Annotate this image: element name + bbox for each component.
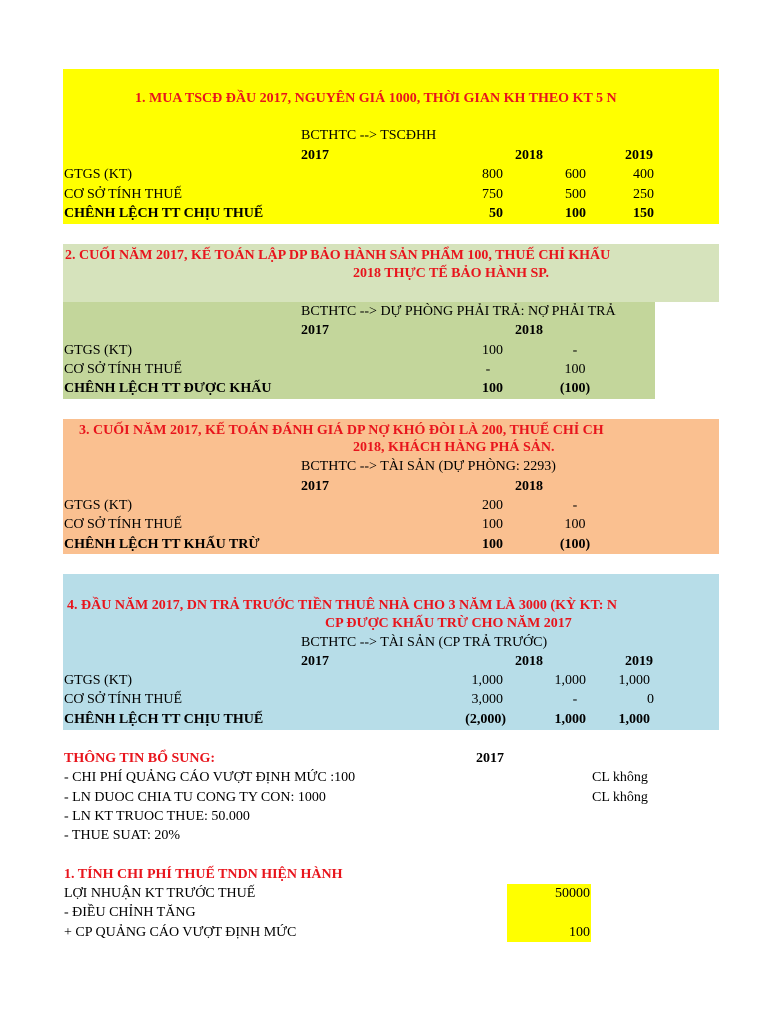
row-label: GTGS (KT) [64, 167, 133, 182]
row-label: CHÊNH LỆCH TT CHỊU THUẾ [64, 206, 264, 221]
row-label: CHÊNH LỆCH TT KHẤU TRỪ [64, 537, 260, 552]
cell-value: - [572, 343, 578, 358]
calc-title: 1. TÍNH CHI PHÍ THUẾ TNDN HIỆN HÀNH [64, 867, 343, 882]
info-note: CL không [592, 790, 648, 805]
section-4 [63, 574, 719, 730]
cell-value: 500 [565, 187, 586, 202]
section-1 [63, 69, 719, 224]
year-header: 2018 [515, 148, 543, 163]
section-3-title: 3. CUỐI NĂM 2017, KẾ TOÁN ĐÁNH GIÁ DP NỢ KHÓ ĐÒI LÀ 200, THUẾ CHỈ CH [79, 423, 604, 438]
section-4-subtitle: BCTHTC --> TÀI SẢN (CP TRẢ TRƯỚC) [301, 635, 548, 650]
cell-value: 100 [482, 381, 503, 396]
year-header: 2017 [301, 479, 329, 494]
row-label: CHÊNH LỆCH TT ĐƯỢC KHẤU [64, 381, 272, 396]
row-label: CƠ SỞ TÍNH THUẾ [64, 692, 183, 707]
calc-row-label: + CP QUẢNG CÁO VƯỢT ĐỊNH MỨC [64, 925, 297, 940]
year-header: 2019 [625, 654, 653, 669]
info-line: - LN KT TRUOC THUE: 50.000 [64, 809, 250, 824]
cell-value: 1,000 [618, 712, 650, 727]
calc-value: 50000 [555, 886, 590, 901]
year-header: 2018 [515, 654, 543, 669]
cell-value: 50 [489, 206, 503, 221]
section-2-title-line2: 2018 THỰC TẾ BẢO HÀNH SP. [353, 266, 550, 281]
cell-value: - [572, 498, 578, 513]
year-header: 2017 [301, 148, 329, 163]
cell-value: (100) [559, 381, 591, 396]
row-label: GTGS (KT) [64, 498, 133, 513]
year-header: 2018 [515, 323, 543, 338]
section-1-subtitle: BCTHTC --> TSCĐHH [301, 128, 437, 143]
year-header: 2018 [515, 479, 543, 494]
cell-value: 100 [482, 517, 503, 532]
row-label: CƠ SỞ TÍNH THUẾ [64, 517, 183, 532]
cell-value: 1,000 [554, 712, 586, 727]
cell-value: 100 [564, 517, 586, 532]
cell-value: - [572, 692, 578, 707]
cell-value: 150 [633, 206, 654, 221]
cell-value: 3,000 [471, 692, 503, 707]
row-label: GTGS (KT) [64, 343, 133, 358]
cell-value: 1,000 [618, 673, 650, 688]
cell-value: 1,000 [554, 673, 586, 688]
cell-value: 600 [565, 167, 586, 182]
section-3-subtitle: BCTHTC --> TÀI SẢN (DỰ PHÒNG: 2293) [301, 459, 556, 474]
cell-value: - [485, 362, 491, 377]
row-label: CƠ SỞ TÍNH THUẾ [64, 362, 183, 377]
info-line: - THUE SUAT: 20% [64, 828, 181, 843]
info-line: - LN DUOC CHIA TU CONG TY CON: 1000 [64, 790, 326, 805]
calc-value [507, 903, 590, 922]
calc-row-label: LỢI NHUẬN KT TRƯỚC THUẾ [64, 886, 256, 901]
calc-value: 100 [569, 925, 590, 940]
section-2-subtitle: BCTHTC --> DỰ PHÒNG PHẢI TRẢ: NỢ PHẢI TRẢ [301, 304, 616, 319]
cell-value: 100 [482, 537, 503, 552]
cell-value: (2,000) [465, 712, 506, 727]
cell-value: 400 [633, 167, 654, 182]
cell-value: 100 [564, 362, 586, 377]
cell-value: 800 [482, 167, 503, 182]
cell-value: 200 [482, 498, 503, 513]
row-label: CHÊNH LỆCH TT CHỊU THUẾ [64, 712, 264, 727]
section-3-title-line2: 2018, KHÁCH HÀNG PHÁ SẢN. [353, 440, 555, 455]
row-label: GTGS (KT) [64, 673, 133, 688]
section-3 [63, 419, 719, 554]
section-2-title: 2. CUỐI NĂM 2017, KẾ TOÁN LẬP DP BẢO HÀNH SẢN PHẨM 100, THUẾ CHỈ KHẤU [65, 248, 611, 263]
info-note: CL không [592, 770, 648, 785]
cell-value: 0 [647, 692, 654, 707]
cell-value: (100) [559, 537, 591, 552]
calc-row-label: - ĐIỀU CHỈNH TĂNG [64, 905, 196, 920]
cell-value: 250 [633, 187, 654, 202]
section-1-title: 1. MUA TSCĐ ĐẦU 2017, NGUYÊN GIÁ 1000, THỜI GIAN KH THEO KT 5 N [135, 91, 617, 106]
row-label: CƠ SỞ TÍNH THUẾ [64, 187, 183, 202]
section-2-body [63, 302, 655, 399]
cell-value: 100 [482, 343, 503, 358]
info-year: 2017 [476, 751, 504, 766]
section-4-title: 4. ĐẦU NĂM 2017, DN TRẢ TRƯỚC TIỀN THUÊ NHÀ CHO 3 NĂM LÀ 3000 (KỲ KT: N [67, 598, 618, 613]
year-header: 2019 [625, 148, 653, 163]
year-header: 2017 [301, 654, 329, 669]
year-header: 2017 [301, 323, 329, 338]
info-title: THÔNG TIN BỔ SUNG: [64, 751, 216, 766]
cell-value: 100 [565, 206, 586, 221]
cell-value: 750 [482, 187, 503, 202]
cell-value: 1,000 [471, 673, 503, 688]
section-2-header [63, 244, 719, 302]
section-4-title-line2: CP ĐƯỢC KHẤU TRỪ CHO NĂM 2017 [325, 616, 572, 631]
info-line: - CHI PHÍ QUẢNG CÁO VƯỢT ĐỊNH MỨC :100 [64, 770, 356, 785]
